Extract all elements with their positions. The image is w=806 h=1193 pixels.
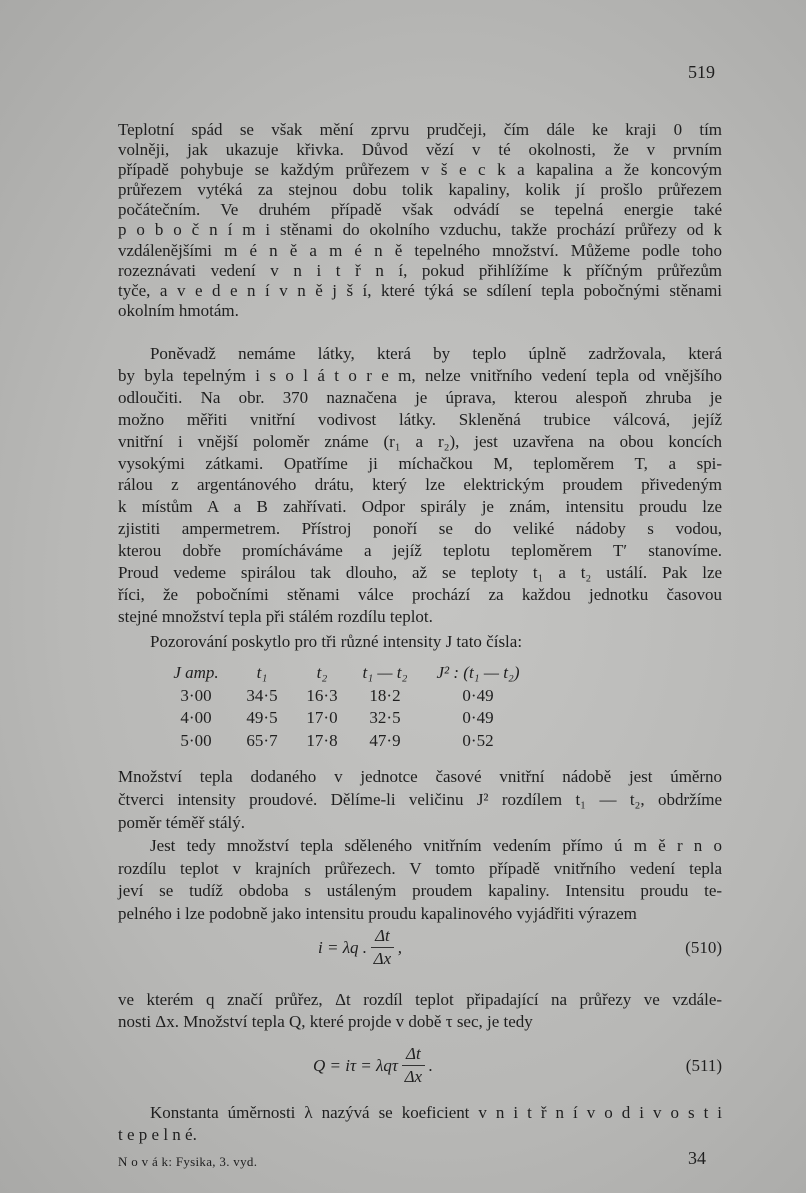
paragraph-current-square <box>118 765 722 834</box>
text-line: t e p e l n é. <box>118 1125 197 1144</box>
table-row <box>160 685 538 708</box>
text-line: čtverci intensity proudové. Dělíme-li veličinu J² rozdílem t₁ — t₂, obdržíme <box>118 790 722 809</box>
table-cell: 16·3 <box>306 685 338 705</box>
footer-signature-number: 34 <box>688 1148 706 1168</box>
text-line: p o b o č n í m i stěnami do okolního vzduchu, takže prochází průřezy od k <box>118 220 722 240</box>
text-line: jeví se tudíž obdoba s ustáleným proudem kapaliny. Intensitu proudu te- <box>118 881 722 900</box>
paragraph-conductivity-constant <box>118 1102 722 1146</box>
table-cell: 17·0 <box>306 708 338 728</box>
measurement-table <box>160 662 538 752</box>
text-line: zjistiti ampermetrem. Přístroj ponoří se do veliké nádoby s vodou, <box>118 519 722 539</box>
text-line: možno měřiti vnitřní vodivost látky. Skleněná trubice válcová, jejíž <box>118 409 722 429</box>
paragraph-apparatus <box>118 343 722 628</box>
text-line: rozdílu teplot v krajních průřezech. V tomto případě vnitřního vedení tepla <box>118 858 722 878</box>
equation-number: (510) <box>685 938 722 957</box>
text-line: Proud vedeme spirálou tak dlouho, až se teploty t₁ a t₂ ustálí. Pak lze <box>118 563 722 583</box>
text-line: by byla tepelným i s o l á t o r e m, nelze vnitřního vedení tepla od vnějšího <box>118 365 722 385</box>
table-cell: 34·5 <box>246 685 278 705</box>
text-line: kterou dobře promícháváme a jejíž teplotu teploměrem T′ stanovíme. <box>118 541 722 561</box>
text-line: Pozorování poskytlo pro tři různé intensity J tato čísla: <box>150 632 523 651</box>
text-line: Teplotní spád se však mění zprvu prudčeji, čím dále ke kraji 0 tím <box>118 120 722 139</box>
column-header: t₁ — t₂ <box>362 663 408 683</box>
table-cell: 47·9 <box>369 730 401 750</box>
equation-number: (511) <box>685 1056 722 1075</box>
column-header: J² : (t₁ — t₂) <box>436 663 520 683</box>
paragraph-proportionality <box>118 835 722 925</box>
equation-511 <box>118 1043 722 1093</box>
text-line: poměr téměř stálý. <box>118 813 245 832</box>
text-line: tyče, a v e d e n í v n ě j š í, které týká se sdílení tepla pobočnými stěnami <box>118 280 722 300</box>
text-line: počátečním. Ve druhém případě však odvádí se tepelná energie také <box>118 200 722 220</box>
text-line: Poněvadž nemáme látky, která by teplo úplně zadržovala, která <box>150 344 722 363</box>
paragraph-observations-intro <box>118 631 722 653</box>
text-line: odloučiti. Na obr. 370 naznačena je úprava, kterou alespoň zhruba je <box>118 387 722 407</box>
text-line: nosti Δx. Množství tepla Q, které projde v době τ sec, je tedy <box>118 1012 533 1031</box>
table-row <box>160 730 538 753</box>
table-cell: 4·00 <box>180 708 212 728</box>
text-line: průřezem vytéká za stejnou dobu tolik kapaliny, kolik jí prošlo průřezem <box>118 180 722 200</box>
column-header: t₂ <box>316 663 328 683</box>
table-cell: 49·5 <box>246 708 278 728</box>
equation-510 <box>118 925 722 975</box>
table-header-row <box>160 662 538 685</box>
table-cell: 65·7 <box>246 730 278 750</box>
table-cell: 0·49 <box>462 708 494 728</box>
text-line: okolním hmotám. <box>118 300 239 320</box>
equation-tail: . <box>428 1055 433 1075</box>
table-cell: 32·5 <box>369 708 401 728</box>
text-line: rozeznávati vedení v n i t ř n í, pokud přihlížíme k příčným průřezům <box>118 260 722 280</box>
table-cell: 0·49 <box>462 685 494 705</box>
text-line: vnitřní i vnější poloměr známe (r₁ a r₂), jest uzavřena na obou koncích <box>118 431 722 451</box>
table-row <box>160 707 538 730</box>
text-line: případě pohybuje se každým průřezem v š e c k a kapalina a že koncovým <box>118 160 722 180</box>
equation-lhs: i = λq . <box>318 937 368 957</box>
footer-book-title: N o v á k: Fysika, 3. vyd. <box>118 1154 258 1169</box>
text-line: rálou z argentánového drátu, který lze elektrickým proudem přivedeným <box>118 475 722 495</box>
text-line: Konstanta úměrnosti λ nazývá se koeficient v n i t ř n í v o d i v o s t i <box>150 1103 722 1122</box>
text-line: Množství tepla dodaného v jednotce časové vnitřní nádobě jest úměrno <box>118 767 722 786</box>
numerator: Δt <box>402 1043 425 1066</box>
column-header: t₁ <box>256 663 268 683</box>
table-cell: 17·8 <box>306 730 338 750</box>
equation-tail: , <box>397 937 403 957</box>
text-line: vysokými zátkami. Opatříme ji míchačkou M, teploměrem T, a spi- <box>118 453 722 473</box>
numerator: Δt <box>371 925 394 948</box>
fraction <box>371 925 394 970</box>
text-line: říci, že pobočními stěnami válce prochází za každou jednotku časovou <box>118 584 722 604</box>
page-number: 519 <box>688 62 715 82</box>
fraction <box>402 1043 425 1088</box>
table-cell: 18·2 <box>369 685 401 705</box>
text-line: vzdálenějšími m é n ě a m é n ě tepelného množství. Můžeme podle toho <box>118 240 722 260</box>
equation-lhs: Q = iτ = λqτ <box>313 1055 398 1075</box>
paragraph-definitions <box>118 989 722 1033</box>
table-cell: 3·00 <box>180 685 212 705</box>
paragraph-heat-gradient <box>118 120 722 321</box>
table-cell: 5·00 <box>180 730 212 750</box>
text-line: pelného i lze podobně jako intensitu proudu kapalinového vyjádřiti výrazem <box>118 903 637 923</box>
text-line: stejné množství tepla při stálém rozdílu teplot. <box>118 606 433 626</box>
table-cell: 0·52 <box>462 730 494 750</box>
denominator: Δx <box>404 1067 423 1086</box>
text-line: Jest tedy množství tepla sděleného vnitřním vedením přímo ú m ě r n o <box>150 836 722 855</box>
text-line: volněji, jak ukazuje křivka. Důvod vězí v té okolnosti, že v prvním <box>118 140 722 160</box>
text-line: ve kterém q značí průřez, Δt rozdíl teplot připadající na průřezy ve vzdále- <box>118 990 722 1009</box>
text-line: k místům A a B zahřívati. Odpor spirály je znám, intensitu proudu lze <box>118 497 722 517</box>
column-header: J amp. <box>173 663 219 683</box>
denominator: Δx <box>373 949 392 968</box>
